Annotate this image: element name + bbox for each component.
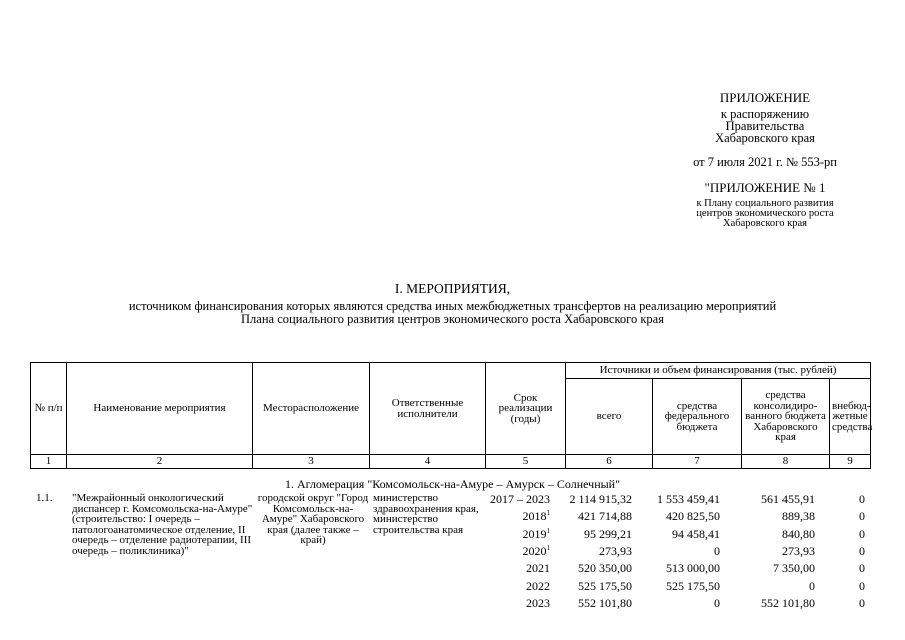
row-year xyxy=(455,527,550,542)
appendix1-line: центров экономического роста xyxy=(696,208,834,219)
row-extra: 0 xyxy=(859,578,865,593)
header-extra: внебюд-жетные средства xyxy=(830,379,871,455)
row-federal: 420 825,50 xyxy=(666,509,720,524)
col-number: 9 xyxy=(830,455,871,469)
row-consolidated: 273,93 xyxy=(782,543,815,558)
row-year xyxy=(455,596,550,611)
header-sources: Источники и объем финансирования (тыс. рублей) xyxy=(566,363,871,379)
row-year xyxy=(455,509,550,524)
col-number: 2 xyxy=(67,455,253,469)
col-number: 4 xyxy=(370,455,486,469)
table-row xyxy=(455,544,875,561)
row-federal: 0 xyxy=(714,543,720,558)
row-extra: 0 xyxy=(859,492,865,506)
header-period: Срок реализации (годы) xyxy=(486,363,566,455)
appendix-date-number: от 7 июля 2021 г. № 553-рп xyxy=(693,155,837,169)
row-extra: 0 xyxy=(859,526,865,541)
row-footnote: 1 xyxy=(546,509,550,518)
section-subtitle xyxy=(0,300,905,325)
row-total: 2 114 915,32 xyxy=(569,492,632,506)
row-year-value: 2018 xyxy=(522,509,547,524)
row-footnote: 1 xyxy=(546,526,550,535)
row-consolidated: 7 350,00 xyxy=(773,561,815,576)
appendix1-line: Хабаровского края xyxy=(723,218,807,229)
appendix-order-line: Правительства xyxy=(725,119,805,133)
agglomeration-heading: 1. Агломерация "Комсомольск-на-Амуре – Амурск – Солнечный" xyxy=(284,477,621,491)
header-name: Наименование мероприятия xyxy=(67,363,253,455)
row-federal: 1 553 459,41 xyxy=(657,492,720,506)
row-federal: 0 xyxy=(714,595,720,610)
col-number: 5 xyxy=(486,455,566,469)
row-year-value: 2023 xyxy=(526,595,550,610)
row-consolidated: 561 455,91 xyxy=(761,492,815,506)
row-total: 520 350,00 xyxy=(578,561,632,576)
row-year xyxy=(455,579,550,594)
subtitle-line: Плана социального развития центров экономического роста Хабаровского края xyxy=(241,311,664,326)
appendix-order-line: Хабаровского края xyxy=(715,131,815,145)
col-number: 8 xyxy=(742,455,830,469)
row-total: 525 175,50 xyxy=(578,578,632,593)
item-location: городской округ "Город Комсомольск-на-Амуре" Хабаровского края (далее также – край) xyxy=(257,492,369,546)
header-federal: средства федерального бюджета xyxy=(653,379,742,455)
appendix1-heading: "ПРИЛОЖЕНИЕ № 1 xyxy=(704,180,826,195)
row-consolidated: 0 xyxy=(809,578,815,593)
header-consolidated: средства консолидиро-ванного бюджета Хабаровского края xyxy=(742,379,830,455)
section-title: I. МЕРОПРИЯТИЯ, xyxy=(394,281,511,296)
header-num: № п/п xyxy=(31,363,67,455)
row-total: 552 101,80 xyxy=(578,595,632,610)
row-extra: 0 xyxy=(859,509,865,524)
appendix-heading: ПРИЛОЖЕНИЕ xyxy=(719,90,811,105)
row-extra: 0 xyxy=(859,595,865,610)
row-year-value: 2020 xyxy=(522,543,547,558)
financing-table xyxy=(30,362,871,469)
table-row xyxy=(455,596,875,613)
table-row xyxy=(455,579,875,596)
appendix1-block xyxy=(640,199,890,229)
table-row xyxy=(455,561,875,578)
row-total: 273,93 xyxy=(599,543,632,558)
row-federal: 513 000,00 xyxy=(666,561,720,576)
row-total: 421 714,88 xyxy=(578,509,632,524)
row-consolidated: 552 101,80 xyxy=(761,595,815,610)
table-row xyxy=(455,492,875,509)
col-number: 6 xyxy=(566,455,653,469)
row-year-value: 2019 xyxy=(522,526,547,541)
appendix-order-block xyxy=(640,108,890,144)
row-extra: 0 xyxy=(859,543,865,558)
row-footnote: 1 xyxy=(546,543,550,552)
col-number: 1 xyxy=(31,455,67,469)
row-year-value: 2017 – 2023 xyxy=(490,492,550,506)
header-responsible: Ответственные исполнители xyxy=(370,363,486,455)
col-number: 7 xyxy=(653,455,742,469)
row-year xyxy=(455,544,550,559)
subtitle-line: источником финансирования которых являются средства иных межбюджетных трансфертов на реализацию мероприятий xyxy=(128,299,777,313)
row-year-value: 2021 xyxy=(526,561,550,576)
col-number: 3 xyxy=(253,455,370,469)
header-total: всего xyxy=(566,379,653,455)
table-row xyxy=(455,527,875,544)
column-number-row xyxy=(31,455,871,469)
row-federal: 94 458,41 xyxy=(672,526,720,541)
row-year xyxy=(455,561,550,576)
item-number: 1.1. xyxy=(36,492,53,504)
table-row xyxy=(455,509,875,526)
row-year-value: 2022 xyxy=(526,578,550,593)
item-responsible: министерство здравоохранения края, министерство строительства края xyxy=(373,492,479,536)
header-location: Месторасположение xyxy=(253,363,370,455)
appendix-order-line: к распоряжению xyxy=(720,107,810,121)
row-federal: 525 175,50 xyxy=(666,578,720,593)
item-name: "Межрайонный онкологический диспансер г. Комсомольска-на-Амуре" (строительство: I очередь – патологоанатомическое отделение, II очередь – отделение радиотерапии, III очередь – поликлиника)" xyxy=(72,492,253,557)
row-total: 95 299,21 xyxy=(584,526,632,541)
row-year xyxy=(455,492,550,507)
row-consolidated: 840,80 xyxy=(782,526,815,541)
row-extra: 0 xyxy=(859,561,865,576)
row-consolidated: 889,38 xyxy=(782,509,815,524)
appendix1-line: к Плану социального развития xyxy=(696,198,834,209)
